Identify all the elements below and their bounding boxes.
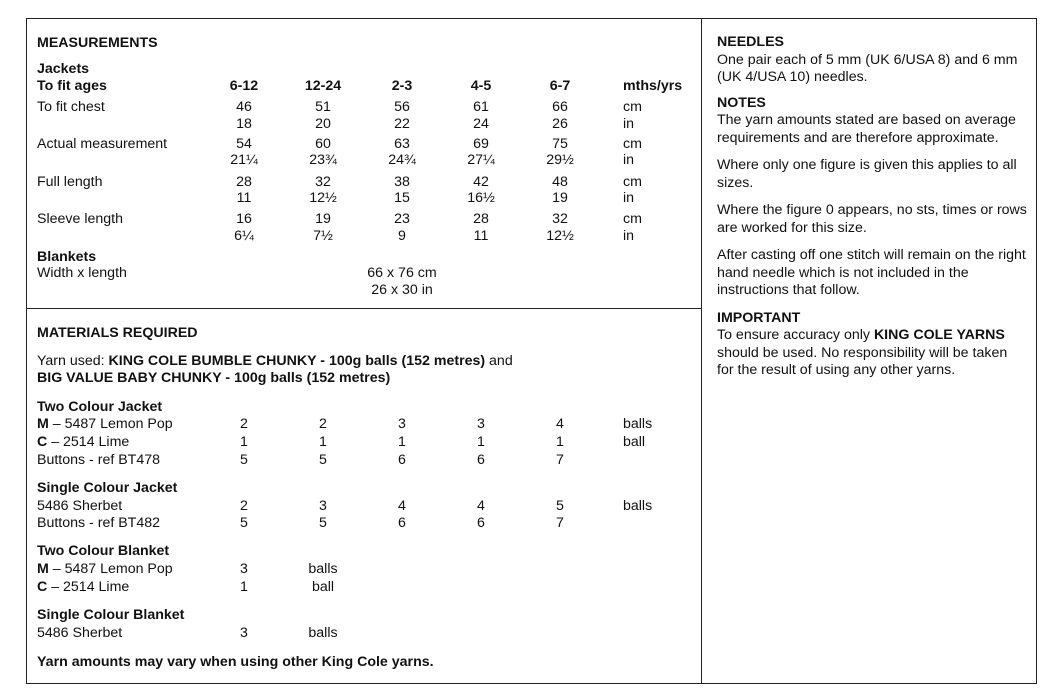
material-value: 6 <box>477 452 485 468</box>
colour-name: – 5487 Lemon Pop <box>48 416 173 432</box>
unit-label: in <box>623 116 635 132</box>
material-value: 2 <box>240 498 248 514</box>
blankets-label: Blankets <box>37 249 97 265</box>
measurement-row-label: Sleeve length <box>37 211 123 227</box>
needles-text: One pair each of 5 mm (UK 6/USA 8) and 6 mm (UK 4/USA 10) needles. <box>717 51 1018 85</box>
measurement-value: 54 <box>236 136 252 152</box>
measurement-value: 24 <box>473 116 489 132</box>
colour-code: C <box>37 579 48 595</box>
measurement-value: 75 <box>552 136 568 152</box>
material-value: 4 <box>477 498 485 514</box>
measurement-value: 29½ <box>546 152 574 168</box>
material-value: 3 <box>398 416 406 432</box>
measurement-value: 15 <box>394 190 410 206</box>
needles-title: NEEDLES <box>717 34 785 50</box>
measurement-value: 32 <box>552 211 568 227</box>
units-label: mths/yrs <box>623 78 683 94</box>
material-value: 3 <box>240 561 248 577</box>
measurement-value: 24¾ <box>388 152 416 168</box>
unit-label: in <box>623 190 635 206</box>
yarn-2: BIG VALUE BABY CHUNKY - 100g balls (152 metres) <box>37 370 391 386</box>
measurement-value: 69 <box>473 136 489 152</box>
measurement-value: 63 <box>394 136 410 152</box>
notes-paragraph: After casting off one stitch will remain on the right hand needle which is not included in the instructions that follow. <box>717 247 1026 298</box>
unit-label: in <box>623 152 635 168</box>
material-value: 4 <box>398 498 406 514</box>
notes-paragraph: The yarn amounts stated are based on average requirements and are therefore approximate. <box>717 112 1016 146</box>
measurement-value: 19 <box>552 190 568 206</box>
material-unit: ball <box>623 434 646 450</box>
measurement-value: 48 <box>552 174 568 190</box>
measurement-value: 20 <box>315 116 331 132</box>
measurement-value: 12½ <box>546 228 574 244</box>
material-row-label <box>37 561 173 578</box>
yarn-used-prefix: Yarn used: <box>37 353 109 369</box>
measurement-value: 16½ <box>467 190 495 206</box>
material-row-label <box>37 434 129 451</box>
fit-ages-label: To fit ages <box>37 78 107 94</box>
material-row-label <box>37 416 173 433</box>
two-colour-blanket-title: Two Colour Blanket <box>37 543 170 559</box>
material-value: 6 <box>398 515 406 531</box>
material-value: 5 <box>319 515 327 531</box>
material-value: 1 <box>556 434 564 450</box>
measurement-value: 26 <box>552 116 568 132</box>
important-text-before: To ensure accuracy only <box>717 327 874 343</box>
material-value: 2 <box>240 416 248 432</box>
material-value: 3 <box>319 498 327 514</box>
two-colour-jacket-title: Two Colour Jacket <box>37 399 163 415</box>
important-brand: KING COLE YARNS <box>873 327 1005 343</box>
right-column <box>717 34 1027 390</box>
colour-name: – 5487 Lemon Pop <box>48 561 173 577</box>
material-value: 6 <box>477 515 485 531</box>
notes-title: NOTES <box>717 94 766 111</box>
measurement-value: 60 <box>315 136 331 152</box>
material-unit: balls <box>623 416 653 432</box>
measurement-value: 38 <box>394 174 410 190</box>
important-title: IMPORTANT <box>717 309 801 326</box>
measurement-value: 42 <box>473 174 489 190</box>
unit-label: in <box>623 228 635 244</box>
measurement-value: 28 <box>236 174 252 190</box>
measurement-value: 6¼ <box>234 228 254 244</box>
column-divider <box>701 18 702 684</box>
material-row-label: 5486 Sherbet <box>37 498 123 514</box>
blanket-size-in: 26 x 30 in <box>371 282 433 298</box>
blanket-size-cm: 66 x 76 cm <box>367 265 437 281</box>
material-value: 3 <box>477 416 485 432</box>
measurement-value: 21¼ <box>230 152 258 168</box>
colour-code: C <box>37 434 48 450</box>
important-text-after: should be used. No responsibility will be taken for the result of using any other yarns. <box>717 344 1008 378</box>
section-divider <box>26 308 702 309</box>
material-row-label: 5486 Sherbet <box>37 625 123 641</box>
materials-title: MATERIALS REQUIRED <box>37 325 198 341</box>
material-value: 1 <box>319 434 327 450</box>
single-colour-blanket-title: Single Colour Blanket <box>37 607 185 623</box>
material-value: 1 <box>398 434 406 450</box>
material-value: 7 <box>556 515 564 531</box>
material-value: 7 <box>556 452 564 468</box>
measurement-row-label: Full length <box>37 174 103 190</box>
material-row-label: Buttons - ref BT478 <box>37 452 161 468</box>
yarn-used-line <box>37 353 513 370</box>
colour-name: – 2514 Lime <box>47 434 130 450</box>
unit-label: cm <box>623 174 642 190</box>
size-header: 2-3 <box>391 78 413 94</box>
material-value: 5 <box>240 452 248 468</box>
blanket-dimension-label: Width x length <box>37 265 127 281</box>
measurement-value: 66 <box>552 99 568 115</box>
size-header: 6-7 <box>549 78 571 94</box>
notes-paragraph: Where the figure 0 appears, no sts, times or rows are worked for this size. <box>717 202 1027 236</box>
measurement-value: 61 <box>473 99 489 115</box>
material-row-label: Buttons - ref BT482 <box>37 515 161 531</box>
yarn-footnote: Yarn amounts may vary when using other King Cole yarns. <box>37 654 434 670</box>
measurements-title: MEASUREMENTS <box>37 35 158 51</box>
size-header: 6-12 <box>229 78 259 94</box>
unit-label: cm <box>623 211 642 227</box>
measurement-value: 18 <box>236 116 252 132</box>
measurement-value: 9 <box>398 228 406 244</box>
colour-code: M <box>37 561 49 577</box>
measurement-value: 12½ <box>309 190 337 206</box>
notes-paragraph: Where only one figure is given this applies to all sizes. <box>717 157 1017 191</box>
material-value: 5 <box>319 452 327 468</box>
measurement-value: 46 <box>236 99 252 115</box>
measurement-value: 22 <box>394 116 410 132</box>
size-header: 4-5 <box>470 78 492 94</box>
material-unit: ball <box>311 579 335 595</box>
material-unit: balls <box>308 625 338 641</box>
measurement-value: 11 <box>473 228 489 244</box>
material-value: 4 <box>556 416 564 432</box>
size-header: 12-24 <box>304 78 342 94</box>
material-value: 5 <box>556 498 564 514</box>
yarn-and: and <box>485 353 513 369</box>
jackets-label: Jackets <box>37 61 90 77</box>
measurement-value: 11 <box>236 190 252 206</box>
material-value: 1 <box>477 434 485 450</box>
material-unit: balls <box>623 498 653 514</box>
measurement-value: 19 <box>315 211 331 227</box>
measurement-value: 23 <box>394 211 410 227</box>
material-value: 3 <box>240 625 248 641</box>
material-value: 1 <box>240 579 248 595</box>
measurement-value: 32 <box>315 174 331 190</box>
material-value: 1 <box>240 434 248 450</box>
unit-label: cm <box>623 99 642 115</box>
single-colour-jacket-title: Single Colour Jacket <box>37 480 178 496</box>
unit-label: cm <box>623 136 642 152</box>
measurement-value: 7½ <box>313 228 333 244</box>
measurement-row-label: Actual measurement <box>37 136 168 152</box>
material-value: 2 <box>319 416 327 432</box>
measurement-value: 27¼ <box>467 152 495 168</box>
material-value: 5 <box>240 515 248 531</box>
material-unit: balls <box>308 561 338 577</box>
important-text <box>717 327 1027 380</box>
measurement-value: 23¾ <box>309 152 337 168</box>
measurement-value: 28 <box>473 211 489 227</box>
material-row-label <box>37 579 129 596</box>
yarn-1: KING COLE BUMBLE CHUNKY - 100g balls (152 metres) <box>108 353 486 369</box>
measurement-value: 16 <box>236 211 252 227</box>
material-value: 6 <box>398 452 406 468</box>
colour-name: – 2514 Lime <box>47 579 130 595</box>
measurement-value: 51 <box>315 99 331 115</box>
measurement-row-label: To fit chest <box>37 99 105 115</box>
measurement-value: 56 <box>394 99 410 115</box>
colour-code: M <box>37 416 49 432</box>
